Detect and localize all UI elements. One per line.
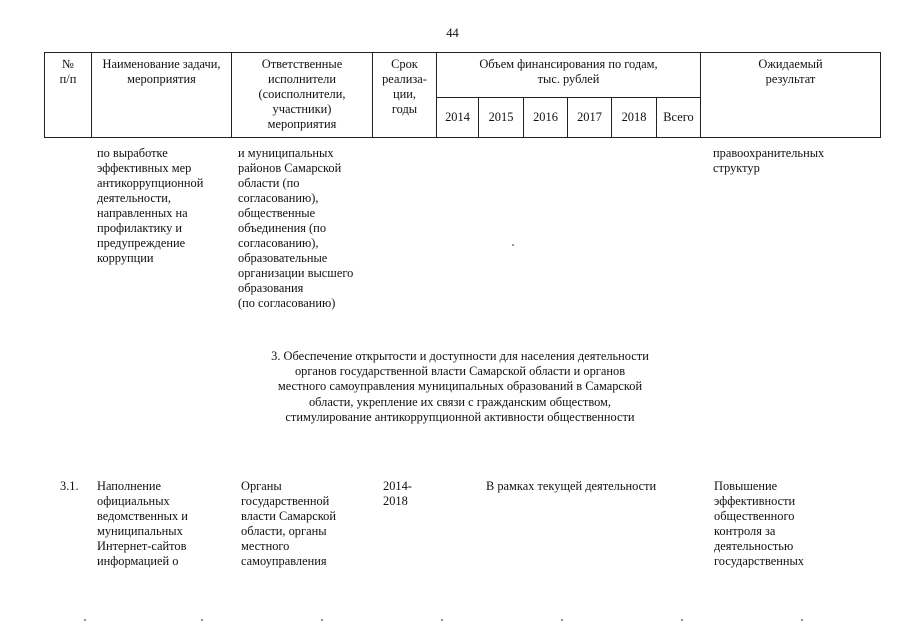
scan-speck: [801, 619, 803, 621]
header-year-2014: 2014: [437, 98, 479, 138]
scan-speck: [84, 619, 86, 621]
text-line: власти Самарской: [241, 509, 336, 523]
text-line: направленных на: [97, 206, 188, 220]
header-year-2017: 2017: [568, 98, 612, 138]
header-result-cell: [701, 53, 881, 138]
row-3-1-term-text: [383, 479, 412, 509]
text-line: согласованию),: [238, 236, 319, 250]
section-title: 3. Обеспечение открытости и доступности для населения деятельности органов государственной власти Самарской области и органов местного самоуправления муниципальных образований в Самарской области, укрепление их связи с гражданским обществом, стимулирование антикоррупционной активности общественности: [271, 349, 649, 424]
scan-speck: [681, 619, 683, 621]
header-term-label: Срок реализа- ции, годы: [382, 57, 427, 116]
text-line: районов Самарской: [238, 161, 342, 175]
text-line: общественного: [714, 509, 795, 523]
text-line: антикоррупционной: [97, 176, 204, 190]
header-year-2016: 2016: [524, 98, 568, 138]
scan-speck: [441, 619, 443, 621]
header-number-cell: [45, 53, 92, 138]
scan-speck: [201, 619, 203, 621]
text-line: деятельностью: [714, 539, 794, 553]
continuation-responsible-text: [238, 146, 353, 311]
text-line: профилактику и: [97, 221, 183, 235]
text-line: образовательные: [238, 251, 328, 265]
header-responsible-cell: [232, 53, 373, 138]
continuation-name-text: [97, 146, 203, 266]
scan-speck: [512, 244, 514, 246]
text-line: организации высшего: [238, 266, 354, 280]
header-number-label: № п/п: [59, 57, 77, 86]
text-line: объединения (по: [238, 221, 327, 235]
header-name-cell: [92, 53, 232, 138]
text-line: самоуправления: [241, 554, 327, 568]
text-line: (по согласованию): [238, 296, 336, 310]
text-line: контроля за: [714, 524, 776, 538]
text-line: Органы: [241, 479, 282, 493]
header-term-cell: [373, 53, 437, 138]
row-3-1-financing-text: В рамках текущей деятельности: [486, 479, 657, 493]
text-line: ведомственных и: [97, 509, 188, 523]
row-3-1-name-text: [97, 479, 188, 569]
text-line: области, органы: [241, 524, 327, 538]
table-header: [44, 52, 881, 138]
text-line: и муниципальных: [238, 146, 334, 160]
row-3-1-result-text: [714, 479, 804, 569]
text-line: местного: [241, 539, 290, 553]
text-line: Интернет-сайтов: [97, 539, 187, 553]
text-line: информацией о: [97, 554, 179, 568]
text-line: правоохранительных: [713, 146, 825, 160]
text-line: эффективности: [714, 494, 796, 508]
text-line: общественные: [238, 206, 316, 220]
row-3-1-responsible-text: [241, 479, 336, 569]
text-line: государственных: [714, 554, 805, 568]
text-line: коррупции: [97, 251, 154, 265]
text-line: структур: [713, 161, 760, 175]
scan-speck: [321, 619, 323, 621]
header-financing-cell: [437, 53, 701, 98]
text-line: согласованию),: [238, 191, 319, 205]
row-3-1-number: 3.1.: [60, 479, 79, 493]
scan-speck: [561, 619, 563, 621]
text-line: предупреждение: [97, 236, 186, 250]
text-line: 2018: [383, 494, 408, 508]
text-line: Наполнение: [97, 479, 162, 493]
continuation-result-text: [713, 146, 824, 176]
header-financing-label: Объем финансирования по годам, тыс. рублей: [479, 57, 658, 86]
text-line: Повышение: [714, 479, 778, 493]
text-line: муниципальных: [97, 524, 183, 538]
text-line: 2014-: [383, 479, 412, 493]
text-line: области (по: [238, 176, 300, 190]
header-responsible-label: Ответственные исполнители (соисполнители, участники) мероприятия: [258, 57, 346, 131]
text-line: деятельности,: [97, 191, 172, 205]
header-year-total: Всего: [657, 98, 701, 138]
text-line: по выработке: [97, 146, 168, 160]
header-result-label: Ожидаемый результат: [758, 57, 823, 86]
text-line: эффективных мер: [97, 161, 192, 175]
text-line: государственной: [241, 494, 330, 508]
header-year-2015: 2015: [479, 98, 524, 138]
text-line: официальных: [97, 494, 170, 508]
page-number: 44: [446, 26, 459, 40]
text-line: образования: [238, 281, 304, 295]
header-year-2018: 2018: [612, 98, 657, 138]
header-name-label: Наименование задачи, мероприятия: [102, 57, 221, 86]
